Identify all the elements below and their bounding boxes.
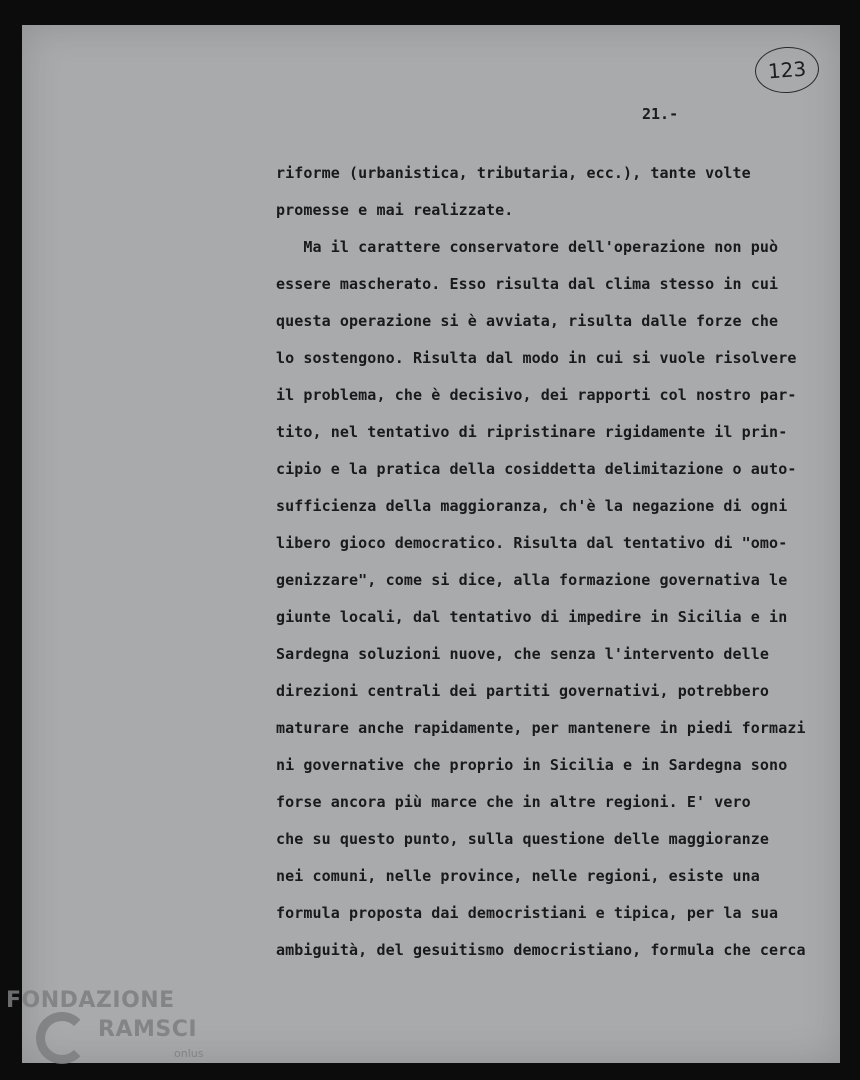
document-page — [22, 25, 840, 1063]
text-line: formula proposta dai democristiani e tipica, per la sua — [276, 904, 779, 922]
text-line: cipio e la pratica della cosiddetta delimitazione o auto- — [276, 460, 797, 478]
watermark-line3: onlus — [174, 1047, 204, 1060]
text-line: forse ancora più marce che in altre regioni. E' vero — [276, 793, 751, 811]
text-line: genizzare", come si dice, alla formazione governativa le — [276, 571, 788, 589]
watermark-line2: RAMSCI — [98, 1017, 198, 1042]
watermark-line1: FONDAZIONE — [6, 988, 175, 1013]
text-line: questa operazione si è avviata, risulta dalle forze che — [276, 312, 779, 330]
text-line: tito, nel tentativo di ripristinare rigidamente il prin- — [276, 423, 788, 441]
text-line: promesse e mai realizzate. — [276, 201, 514, 219]
text-line: che su questo punto, sulla questione delle maggioranze — [276, 830, 770, 848]
text-line: riforme (urbanistica, tributaria, ecc.), tante volte — [276, 164, 751, 182]
text-line: sufficienza della maggioranza, ch'è la negazione di ogni — [276, 497, 788, 515]
text-line: nei comuni, nelle province, nelle regioni, esiste una — [276, 867, 760, 885]
typewritten-text — [276, 155, 841, 969]
text-line: direzioni centrali dei partiti governativi, potrebbero — [276, 682, 770, 700]
text-line: giunte locali, dal tentativo di impedire in Sicilia e in — [276, 608, 788, 626]
archive-number-stamp: 123 — [753, 45, 820, 95]
text-line: Sardegna soluzioni nuove, che senza l'intervento delle — [276, 645, 770, 663]
text-line: Ma il carattere conservatore dell'operazione non può — [276, 238, 779, 256]
watermark-g-logo-icon — [36, 1012, 88, 1064]
text-line: lo sostengono. Risulta dal modo in cui si vuole risolvere — [276, 349, 797, 367]
text-line: libero gioco democratico. Risulta dal tentativo di "omo- — [276, 534, 788, 552]
page-number: 21.- — [642, 105, 679, 123]
text-line: il problema, che è decisivo, dei rapporti col nostro par- — [276, 386, 797, 404]
fondazione-gramsci-watermark — [6, 987, 216, 1075]
text-line: ni governative che proprio in Sicilia e in Sardegna sono — [276, 756, 788, 774]
text-line: maturare anche rapidamente, per mantenere in piedi formazi — [276, 719, 806, 737]
text-line: ambiguità, del gesuitismo democristiano, formula che cerca — [276, 941, 806, 959]
text-line: essere mascherato. Esso risulta dal clima stesso in cui — [276, 275, 779, 293]
